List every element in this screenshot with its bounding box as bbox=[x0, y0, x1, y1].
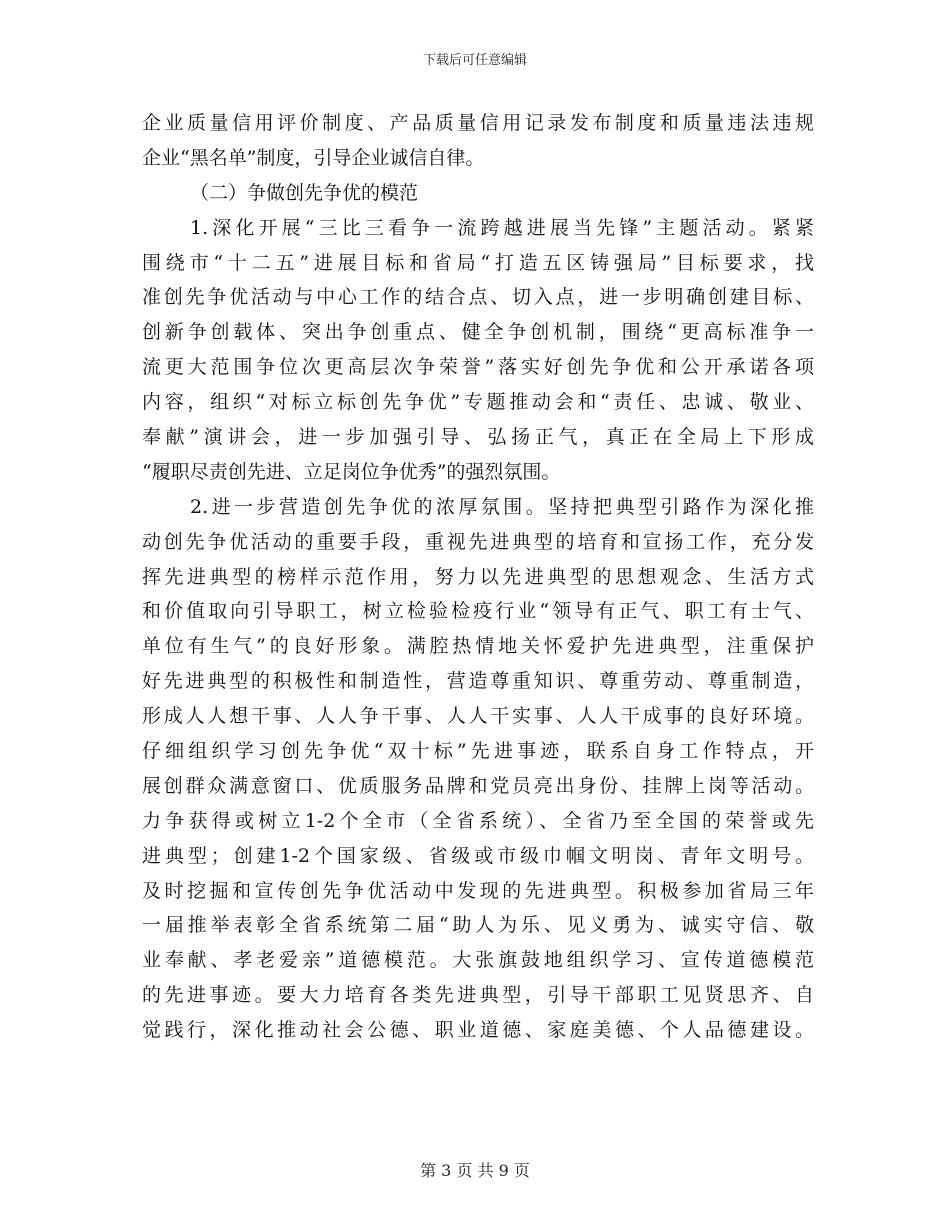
body-line: 业奉献、孝老爱亲”道德模范。大张旗鼓地组织学习、宣传道德模范 bbox=[142, 949, 814, 972]
body-line: 一届推举表彰全省系统第二届“助人为乐、见义勇为、诚实守信、敬 bbox=[142, 914, 814, 937]
body-line: 1.深化开展“三比三看争一流跨越进展当先锋”主题活动。紧紧 bbox=[190, 216, 814, 239]
body-line: 挥先进典型的榜样示范作用，努力以先进典型的思想观念、生活方式 bbox=[142, 565, 814, 588]
body-line: 奉献”演讲会，进一步加强引导、弘扬正气，真正在全局上下形成 bbox=[142, 426, 814, 449]
body-line: 流更大范围争位次更高层次争荣誉”落实好创先争优和公开承诺各项 bbox=[142, 356, 814, 379]
body-line: 企业“黑名单”制度，引导企业诚信自律。 bbox=[142, 146, 485, 169]
body-line: 仔细组织学习创先争优“双十标”先进事迹，联系自身工作特点，开 bbox=[142, 740, 814, 763]
body-line: 创新争创载体、突出争创重点、健全争创机制，围绕“更高标准争一 bbox=[142, 321, 814, 344]
body-line: 形成人人想干事、人人争干事、人人干实事、人人干成事的良好环境。 bbox=[142, 705, 814, 728]
body-line: 内容，组织“对标立标创先争优”专题推动会和“责任、忠诚、敬业、 bbox=[142, 391, 814, 414]
body-line: “履职尽责创先进、立足岗位争优秀”的强烈氛围。 bbox=[142, 460, 561, 483]
body-line: 围绕市“十二五”进展目标和省局“打造五区铸强局”目标要求，找 bbox=[142, 251, 814, 274]
body-line: 觉践行，深化推动社会公德、职业道德、家庭美德、个人品德建设。 bbox=[142, 1019, 814, 1042]
body-line: 进典型；创建1-2个国家级、省级或市级巾帼文明岗、青年文明号。 bbox=[142, 844, 814, 867]
body-line: 单位有生气”的良好形象。满腔热情地关怀爱护先进典型，注重保护 bbox=[142, 635, 814, 658]
body-line: 动创先争优活动的重要手段，重视先进典型的培育和宣扬工作，充分发 bbox=[142, 530, 814, 553]
body-line: 企业质量信用评价制度、产品质量信用记录发布制度和质量违法违规 bbox=[142, 112, 814, 134]
body-line: 2.进一步营造创先争优的浓厚氛围。坚持把典型引路作为深化推 bbox=[190, 495, 814, 518]
page-header: 下载后可任意编辑 bbox=[422, 53, 527, 68]
page-number: 第 3 页 共 9 页 bbox=[420, 1161, 530, 1180]
body-line: 及时挖掘和宣传创先争优活动中发现的先进典型。积极参加省局三年 bbox=[142, 879, 814, 902]
body-line: 展创群众满意窗口、优质服务品牌和党员亮出身份、挂牌上岗等活动。 bbox=[142, 774, 814, 797]
body-line: 好先进典型的积极性和制造性，营造尊重知识、尊重劳动、尊重制造， bbox=[142, 670, 814, 693]
body-line: 力争获得或树立1-2个全市（全省系统）、全省乃至全国的荣誉或先 bbox=[142, 809, 814, 832]
body-line: 准创先争优活动与中心工作的结合点、切入点，进一步明确创建目标、 bbox=[142, 286, 814, 309]
section-heading: （二）争做创先争优的模范 bbox=[190, 181, 419, 204]
document-body bbox=[142, 106, 814, 1048]
body-line: 和价值取向引导职工，树立检验检疫行业“领导有正气、职工有士气、 bbox=[142, 600, 814, 623]
body-line: 的先进事迹。要大力培育各类先进典型，引导干部职工见贤思齐、自 bbox=[142, 984, 814, 1007]
